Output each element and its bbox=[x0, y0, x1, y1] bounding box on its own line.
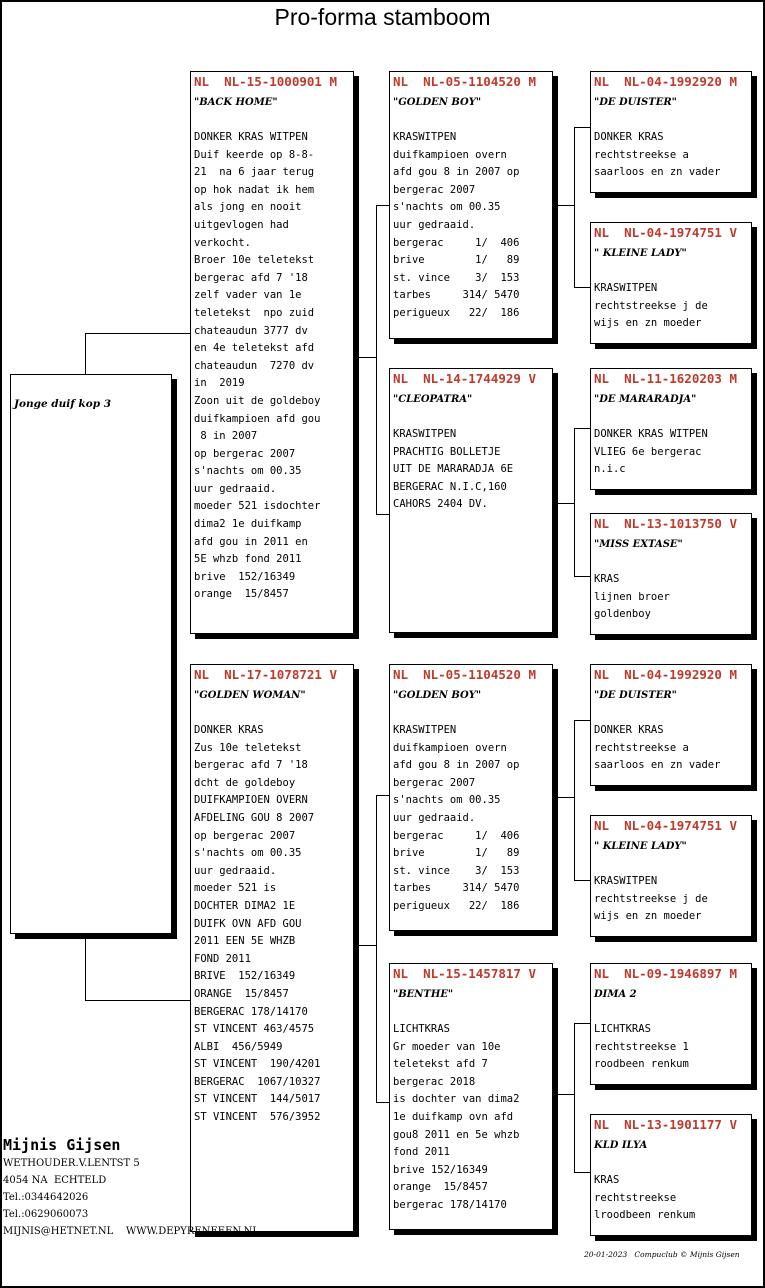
pigeon-card-fmf bbox=[590, 368, 752, 490]
owner-email-website: MIJNIS@HETNET.NL WWW.DEPYRENEEEN.NL bbox=[3, 1226, 260, 1237]
connector-line bbox=[574, 1172, 591, 1173]
connector-line bbox=[574, 720, 575, 880]
pigeon-card-ff bbox=[389, 71, 553, 339]
pigeon-card-mm bbox=[389, 963, 553, 1230]
connector-line bbox=[359, 357, 376, 358]
connector-line bbox=[557, 797, 574, 798]
pigeon-card-fff bbox=[590, 71, 752, 193]
pigeon-card-fm bbox=[389, 368, 553, 633]
pigeon-name: "BENTHE" bbox=[393, 989, 454, 1000]
pigeon-description: DONKER KRAS WITPEN Duif keerde op 8-8- 21 na 6 jaar terug op hok nadat ik hem als jong en nooit uitgevlogen had verkocht. Broer 10e teletekst bergerac afd 7 '18 zelf vader van 1e teletekst npo zuid chateaudun 3777 dv en 4e teletekst afd chateaudun 7270 dv in 2019 Zoon uit de goldeboy duifkampioen afd gou 8 in 2007 op bergerac 2007 s'nachts om 00.35 uur gedraaid. moeder 521 isdochter dima2 1e duifkamp afd gou in 2011 en 5E whzb fond 2011 brive 152/16349 orange 15/8457 bbox=[194, 131, 321, 601]
pigeon-description: KRAS lijnen broer goldenboy bbox=[594, 573, 670, 621]
pigeon-name: "DE DUISTER" bbox=[594, 690, 677, 701]
pigeon-name: KLD ILYA bbox=[594, 1140, 648, 1151]
pigeon-description: KRASWITPEN duifkampioen overn afd gou 8 in 2007 op bergerac 2007 s'nachts om 00.35 uur gedraaid. bergerac 1/ 406 brive 1/ 89 st. vince 3/ 153 tarbes 314/ 5470 perigueux 22/ 186 bbox=[393, 131, 520, 319]
connector-line bbox=[376, 205, 390, 206]
connector-line bbox=[85, 333, 86, 374]
ring-number: NL NL-09-1946897 M bbox=[594, 966, 737, 981]
connector-line bbox=[359, 945, 376, 946]
owner-address: WETHOUDER.V.LENTST 5 bbox=[3, 1158, 140, 1169]
ring-number: NL NL-13-1013750 V bbox=[594, 516, 737, 531]
pigeon-description: KRASWITPEN PRACHTIG BOLLETJE UIT DE MARARADJA 6E BERGERAC N.I.C,160 CAHORS 2404 DV. bbox=[393, 428, 514, 511]
owner-phone: Tel.:0344642026 bbox=[3, 1192, 89, 1203]
connector-line bbox=[574, 576, 591, 577]
pigeon-name: "BACK HOME" bbox=[194, 97, 278, 108]
footer-credit: 20-01-2023 Compuclub © Mijnis Gijsen bbox=[584, 1250, 740, 1259]
pigeon-name: "MISS EXTASE" bbox=[594, 539, 683, 550]
pigeon-description: DONKER KRAS rechtstreekse a saarloos en zn vader bbox=[594, 724, 721, 772]
pigeon-name: DIMA 2 bbox=[594, 989, 637, 1000]
ring-number: NL NL-05-1104520 M bbox=[393, 74, 536, 89]
pigeon-card-mff bbox=[590, 664, 752, 786]
pigeon-description: KRAS rechtstreekse lroodbeen renkum bbox=[594, 1174, 696, 1222]
owner-postcode: 4054 NA ECHTELD bbox=[3, 1175, 107, 1186]
ring-number: NL NL-04-1992920 M bbox=[594, 74, 737, 89]
connector-line bbox=[574, 127, 575, 287]
connector-line bbox=[574, 287, 591, 288]
pigeon-description: KRASWITPEN rechtstreekse j de wijs en zn moeder bbox=[594, 282, 708, 330]
connector-line bbox=[574, 1023, 575, 1172]
connector-line bbox=[376, 795, 377, 1102]
pigeon-name: "GOLDEN BOY" bbox=[393, 97, 482, 108]
ring-number: NL NL-15-1457817 V bbox=[393, 966, 536, 981]
pigeon-name: " KLEINE LADY" bbox=[594, 248, 687, 259]
connector-line bbox=[85, 934, 86, 1000]
subject-box bbox=[10, 374, 172, 934]
owner-mobile: Tel.:0629060073 bbox=[3, 1209, 89, 1220]
connector-line bbox=[574, 880, 591, 881]
ring-number: NL NL-17-1078721 V bbox=[194, 667, 337, 682]
owner-info bbox=[3, 1135, 259, 1240]
pigeon-description: KRASWITPEN duifkampioen overn afd gou 8 in 2007 op bergerac 2007 s'nachts om 00.35 uur gedraaid. bergerac 1/ 406 brive 1/ 89 st. vince 3/ 153 tarbes 314/ 5470 perigueux 22/ 186 bbox=[393, 724, 520, 912]
pigeon-card-mfm bbox=[590, 815, 752, 937]
pigeon-description: DONKER KRAS rechtstreekse a saarloos en zn vader bbox=[594, 131, 721, 179]
connector-line bbox=[574, 720, 591, 721]
pigeon-name: "DE MARARADJA" bbox=[594, 394, 697, 405]
subject-label: Jonge duif kop 3 bbox=[14, 398, 112, 410]
pigeon-description: LICHTKRAS rechtstreekse 1 roodbeen renkum bbox=[594, 1023, 689, 1071]
pigeon-name: "CLEOPATRA" bbox=[393, 394, 473, 405]
ring-number: NL NL-04-1974751 V bbox=[594, 225, 737, 240]
pigeon-description: LICHTKRAS Gr moeder van 10e teletekst afd 7 bergerac 2018 is dochter van dima2 1e duifkamp ovn afd gou8 2011 en 5e whzb fond 2011 brive 152/16349 orange 15/8457 bergerac 178/14170 bbox=[393, 1023, 520, 1211]
connector-line bbox=[574, 127, 591, 128]
pigeon-card-father bbox=[190, 71, 354, 634]
connector-line bbox=[376, 514, 390, 515]
ring-number: NL NL-15-1000901 M bbox=[194, 74, 337, 89]
page-title: Pro-forma stamboom bbox=[274, 4, 491, 30]
pigeon-card-mf bbox=[389, 664, 553, 931]
ring-number: NL NL-14-1744929 V bbox=[393, 371, 536, 386]
connector-line bbox=[85, 333, 192, 334]
pigeon-card-ffm bbox=[590, 222, 752, 344]
pigeon-name: "GOLDEN BOY" bbox=[393, 690, 482, 701]
connector-line bbox=[557, 1094, 574, 1095]
pigeon-description: DONKER KRAS WITPEN VLIEG 6e bergerac n.i.c bbox=[594, 428, 708, 476]
ring-number: NL NL-13-1901177 V bbox=[594, 1117, 737, 1132]
connector-line bbox=[557, 503, 574, 504]
connector-line bbox=[376, 1102, 390, 1103]
pigeon-card-fmm bbox=[590, 513, 752, 635]
ring-number: NL NL-04-1974751 V bbox=[594, 818, 737, 833]
pigeon-description: DONKER KRAS Zus 10e teletekst bergerac afd 7 '18 dcht de goldeboy DUIFKAMPIOEN OVERN AFDELING GOU 8 2007 op bergerac 2007 s'nachts om 00.35 uur gedraaid. moeder 521 is DOCHTER DIMA2 1E DUIFK OVN AFD GOU 2011 EEN 5E WHZB FOND 2011 BRIVE 152/16349 ORANGE 15/8457 BERGERAC 178/14170 ST VINCENT 463/4575 ALBI 456/5949 ST VINCENT 190/4201 BERGERAC 1067/10327 ST VINCENT 144/5017 ST VINCENT 576/3952 bbox=[194, 724, 321, 1124]
ring-number: NL NL-04-1992920 M bbox=[594, 667, 737, 682]
connector-line bbox=[557, 205, 574, 206]
pigeon-name: "GOLDEN WOMAN" bbox=[194, 690, 306, 701]
pigeon-card-mmm bbox=[590, 1114, 752, 1236]
connector-line bbox=[376, 205, 377, 514]
pigeon-card-mmf bbox=[590, 963, 752, 1085]
connector-line bbox=[574, 428, 591, 429]
connector-line bbox=[376, 795, 390, 796]
ring-number: NL NL-11-1620203 M bbox=[594, 371, 737, 386]
connector-line bbox=[85, 1000, 192, 1001]
pigeon-description: KRASWITPEN rechtstreekse j de wijs en zn moeder bbox=[594, 875, 708, 923]
connector-line bbox=[574, 1023, 591, 1024]
owner-name: Mijnis Gijsen bbox=[3, 1136, 121, 1154]
ring-number: NL NL-05-1104520 M bbox=[393, 667, 536, 682]
pigeon-name: " KLEINE LADY" bbox=[594, 841, 687, 852]
pigeon-name: "DE DUISTER" bbox=[594, 97, 677, 108]
connector-line bbox=[574, 428, 575, 576]
